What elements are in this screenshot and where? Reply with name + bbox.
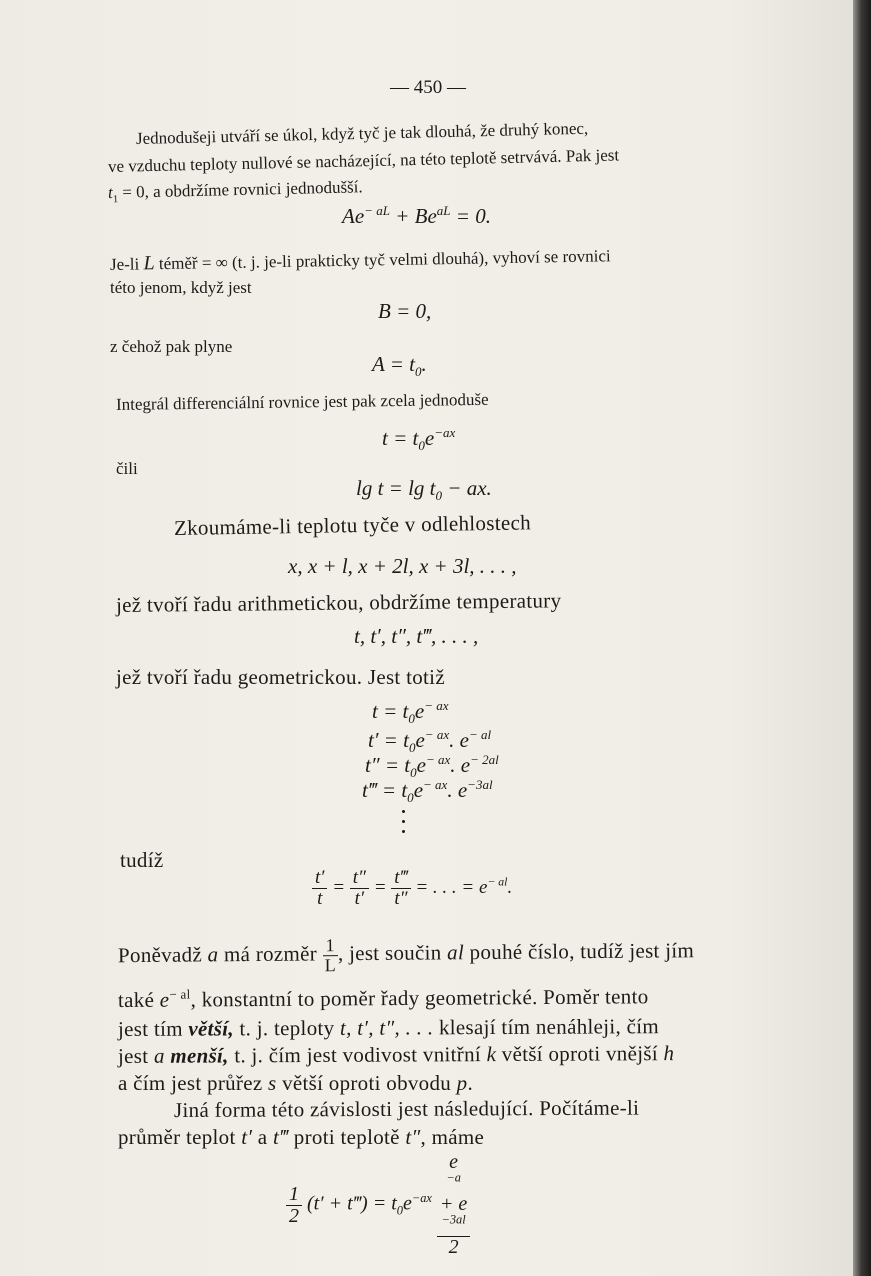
eq1-lhs: Ae	[342, 204, 365, 228]
eqlg-lhs: lg t = lg t	[356, 476, 436, 500]
sys3-tail-exp: −3al	[467, 777, 493, 792]
sys3-base: e	[413, 778, 424, 802]
frac3-num: t‴	[391, 868, 410, 889]
var-k: k	[486, 1042, 497, 1067]
jest-a-start: jest	[117, 1043, 149, 1068]
eq1-exp1: − aL	[364, 203, 390, 218]
var-t1: t	[107, 182, 113, 202]
take-e: e	[159, 987, 170, 1012]
a-cim-end: .	[467, 1071, 474, 1095]
jest-a-mid2: větší oproti vnější	[501, 1041, 658, 1066]
jina-line: Jiná forma této závislosti jest následující. Počítáme-li	[173, 1095, 640, 1122]
sys3-exp: − ax	[423, 777, 448, 792]
sys3-lhs: t‴ = t	[362, 778, 408, 802]
page-number: — 450 —	[390, 77, 466, 98]
jest-tim-end: klesají tím nenáhleji, čím	[438, 1014, 660, 1040]
frac3-den: t″	[394, 887, 408, 909]
ratio-frac-1	[312, 868, 327, 909]
frac2-den: t′	[354, 887, 365, 909]
eqA-end: .	[421, 352, 427, 376]
jest-tim-start: jest tím	[117, 1016, 183, 1041]
frac1-den: t	[317, 887, 323, 909]
var-p: p	[456, 1071, 468, 1095]
ratio-end: .	[507, 876, 513, 898]
prumer-a: a	[257, 1125, 268, 1149]
eqA-sub: 0	[414, 364, 422, 380]
equation-1	[342, 203, 491, 228]
var-L: L	[143, 252, 155, 275]
zkoumame: Zkoumáme-li teplotu tyče v odlehlostech	[173, 510, 532, 540]
sys3-tail: . e	[447, 778, 468, 802]
sub-1: 1	[112, 194, 119, 206]
frac2-num: t″	[350, 868, 369, 889]
bignum-e1: e	[449, 1151, 459, 1173]
sys2-sub: 0	[410, 765, 417, 781]
sys2-base: e	[416, 753, 426, 777]
para2-line1	[110, 245, 611, 274]
bignum-exp1: −a	[446, 1170, 461, 1185]
sys1-sub: 0	[408, 740, 416, 756]
eqt-base: e	[424, 426, 435, 450]
half-den: 2	[289, 1204, 299, 1227]
sys2-lhs: t″ = t	[365, 753, 411, 777]
eq1-exp2: aL	[436, 203, 451, 218]
bignum-mid: + e	[439, 1193, 468, 1215]
sys0-exp: − ax	[424, 698, 449, 713]
jez-geom: jež tvoří řadu geometrickou. Jest totiž	[116, 665, 445, 689]
bignum-exp2: −3al	[441, 1212, 466, 1227]
sys1-exp: − ax	[424, 727, 450, 742]
para1-line2: ve vzduchu teploty nullové se nacházející, na této teplotě setrvává. Pak jest	[107, 145, 620, 176]
sys2-exp: − ax	[425, 752, 451, 767]
ponevadz-line	[118, 933, 694, 977]
ratio-frac-2	[350, 868, 369, 909]
para1-line1: Jednodušeji utváří se úkol, když tyč je tak dlouhá, že druhý konec,	[135, 118, 589, 148]
sequence-x: x, x + l, x + 2l, x + 3l, . . . ,	[288, 554, 517, 578]
sys1-lhs: t′ = t	[368, 728, 409, 752]
equation-lg	[356, 476, 492, 504]
para2-mid: téměř = ∞ (t. j. je-li prakticky tyč velmi dlouhá), vyhoví se rovnici	[158, 246, 611, 274]
ratio-frac-3	[391, 868, 410, 909]
eq1-mid: + Be	[395, 204, 437, 228]
z-cehoz: z čehož pak plyne	[110, 337, 233, 356]
jest-a-var: a	[153, 1043, 165, 1068]
a-cim-mid: větší oproti obvodu	[282, 1071, 452, 1095]
fracL-den: L	[324, 954, 337, 976]
system-row-2	[365, 752, 499, 781]
sys0-base: e	[414, 699, 425, 723]
para2-line2: této jenom, když jest	[110, 278, 252, 297]
frac-1-over-L	[322, 936, 338, 975]
var-h: h	[663, 1041, 675, 1066]
jez-arith: jež tvoří řadu arithmetickou, obdržíme temperatury	[115, 588, 562, 617]
ponevadz-mid: má rozměr	[223, 941, 318, 967]
equation-t	[382, 425, 456, 454]
final-base: e	[402, 1192, 412, 1215]
eq1-rhs: = 0.	[455, 204, 491, 228]
sys1-base: e	[415, 728, 425, 752]
frac1-num: t′	[312, 868, 327, 889]
take-rest: , konstantní to poměr řady geometrické. Poměr tento	[190, 984, 649, 1012]
book-spine	[853, 0, 871, 1276]
jest-tim-mid: t. j. teploty	[239, 1015, 335, 1041]
ponevadz-start: Poněvadž	[117, 942, 203, 968]
vertical-dots	[402, 810, 406, 833]
take-start: také	[117, 987, 155, 1012]
cili: čili	[116, 459, 138, 478]
prumer-t3: t‴	[272, 1125, 289, 1149]
final-big-frac	[437, 1152, 470, 1258]
sys1-tail-exp: − al	[468, 727, 492, 742]
prumer-t2: t″	[405, 1125, 421, 1149]
eqt-lhs: t = t	[382, 426, 419, 450]
system-row-3	[362, 777, 493, 806]
final-paren: (t′ + t‴) = t	[307, 1192, 397, 1215]
eqt-sub: 0	[418, 438, 425, 454]
integral-text: Integrál differenciální rovnice jest pak zcela jednoduše	[115, 389, 489, 414]
eqlg-rhs: − ax.	[447, 476, 492, 500]
final-exp: −ax	[411, 1190, 432, 1205]
para2-start: Je-li	[109, 254, 140, 274]
var-s: s	[268, 1071, 277, 1095]
fracL-num: 1	[322, 936, 337, 956]
jest-tim-vars: t, t′, t″, . . .	[339, 1015, 434, 1040]
take-exp: − al	[169, 986, 191, 1002]
prumer-t1: t′	[241, 1125, 253, 1149]
system-row-0	[372, 698, 449, 727]
prumer-end: , máme	[420, 1125, 485, 1149]
final-half	[286, 1184, 302, 1227]
a-cim-start: a čím jest průřez	[118, 1071, 263, 1095]
ratio-equation: $\frac{t'}{t}$ = $\frac{t''}{t'}$ = $\frac{t‴}{t''}$ = . . . = $e^{- al}$.	[312, 868, 512, 909]
ponevadz-end: pouhé číslo, tudíž jest jím	[469, 938, 695, 965]
eqlg-sub: 0	[435, 488, 443, 504]
prumer-mid: proti teplotě	[293, 1125, 400, 1149]
sys2-tail: . e	[450, 753, 471, 777]
ponevadz-after: , jest součin	[337, 940, 442, 966]
sequence-t: t, t′, t″, t‴, . . . ,	[354, 624, 479, 648]
system-row-1	[368, 727, 492, 756]
sys3-sub: 0	[407, 790, 414, 806]
ratio-tail: = . . . = e	[415, 876, 488, 898]
equation-A	[372, 352, 427, 380]
jest-tim-line	[118, 1016, 659, 1040]
var-al: al	[447, 940, 465, 965]
equation-B: B = 0,	[378, 299, 432, 323]
mensi: menší,	[170, 1043, 229, 1068]
ratio-tail-exp: − al	[487, 875, 508, 889]
sys1-tail: . e	[449, 728, 469, 752]
prumer-line	[118, 1127, 484, 1148]
half-num: 1	[286, 1184, 302, 1206]
final-equation	[286, 1152, 470, 1258]
prumer-start: průměr teplot	[118, 1125, 236, 1149]
jest-a-line	[118, 1043, 674, 1067]
final-sub: 0	[396, 1203, 403, 1218]
para1-line3-rest: = 0, a obdržíme rovnici jednodušší.	[122, 177, 363, 202]
var-a: a	[207, 942, 219, 967]
bleed-through	[620, 232, 624, 248]
sys0-sub: 0	[408, 711, 415, 727]
eqt-exp: −ax	[434, 425, 456, 440]
bigden: 2	[448, 1236, 459, 1258]
take-line	[118, 986, 649, 1011]
sys2-tail-exp: − 2al	[470, 752, 499, 767]
jest-a-mid: t. j. čím jest vodivost vnitřní	[234, 1042, 482, 1068]
tudiz: tudíž	[120, 848, 164, 872]
sys0-lhs: t = t	[372, 699, 409, 723]
a-cim-line	[118, 1073, 473, 1094]
vetsi: větší,	[188, 1016, 234, 1041]
para1-line3	[107, 177, 363, 206]
eqA-lhs: A = t	[372, 352, 415, 376]
